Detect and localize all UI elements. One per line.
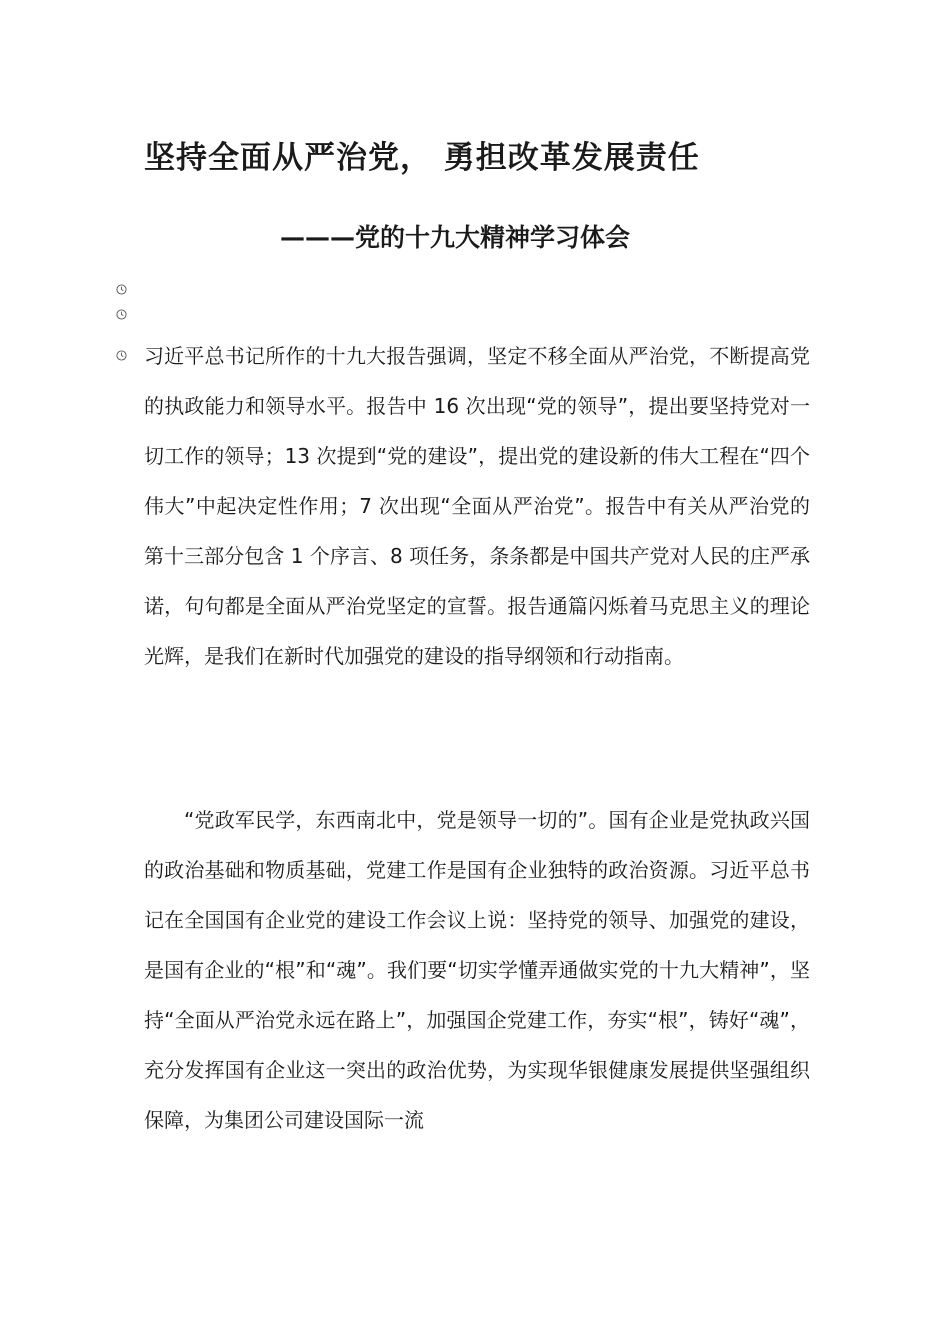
document-title: 坚持全面从严治党， 勇担改革发展责任 <box>144 140 700 176</box>
clock-icon <box>116 284 127 295</box>
document-subtitle: ———党的十九大精神学习体会 <box>280 223 631 252</box>
clock-icon <box>116 350 127 361</box>
body-paragraph: 习近平总书记所作的十九大报告强调，坚定不移全面从严治党，不断提高党的执政能力和领导水平。报告中 16 次出现“党的领导”，提出要坚持党对一切工作的领导；13 次提到“党的建设”，提出党的建设新的伟大工程在“四个伟大”中起决定性作用；7 次出现“全面从严治党”。报告中有关从严治党的第十三部分包含 1 个序言、8 项任务，条条都是中国共产党对人民的庄严承诺，句句都是全面从严治党坚定的宣誓。报告通篇闪烁着马克思主义的理论光辉，是我们在新时代加强党的建设的指导纲领和行动指南。 <box>144 344 810 668</box>
body-paragraph: “党政军民学，东西南北中，党是领导一切的”。国有企业是党执政兴国的政治基础和物质基础，党建工作是国有企业独特的政治资源。习近平总书记在全国国有企业党的建设工作会议上说：坚持党的领导、加强党的建设，是国有企业的“根”和“魂”。我们要“切实学懂弄通做实党的十九大精神”，坚持“全面从严治党永远在路上”，加强国企党建工作，夯实“根”，铸好“魂”，充分发挥国有企业这一突出的政治优势，为实现华银健康发展提供坚强组织保障，为集团公司建设国际一流 <box>144 808 810 1132</box>
clock-icon <box>116 309 127 320</box>
